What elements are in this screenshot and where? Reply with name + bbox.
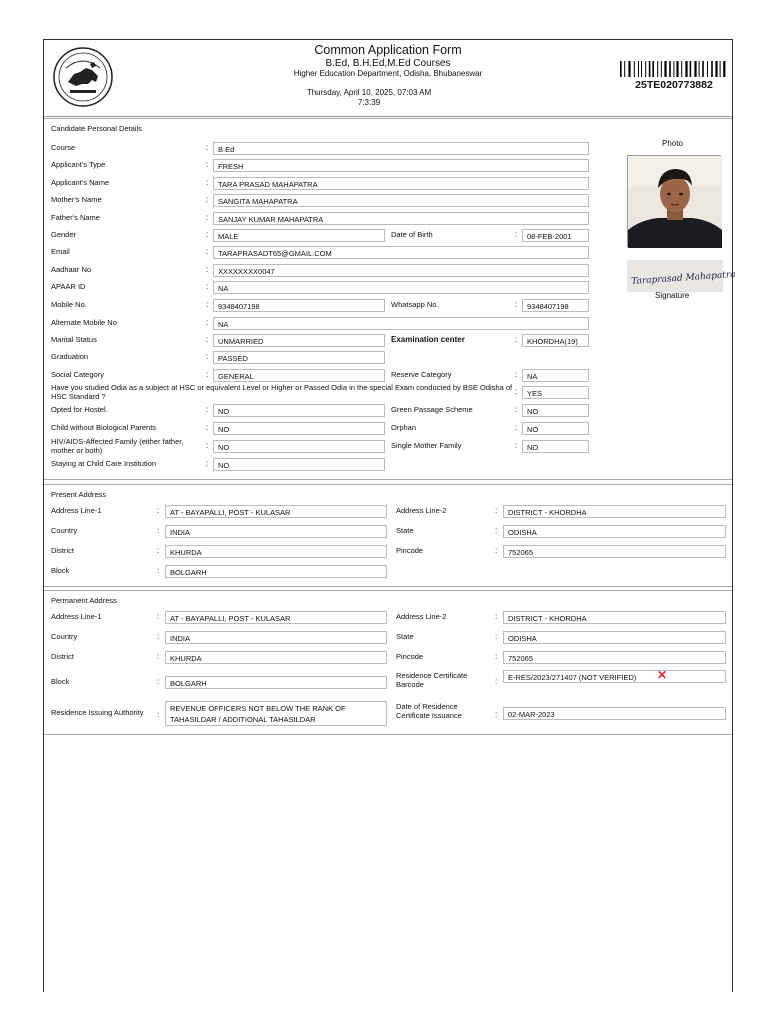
block-value: BOLGARH xyxy=(165,565,387,578)
issue-date-label: Date of Residence Certificate Issuance xyxy=(396,702,462,720)
residence-certificate-label: Residence Certificate Barcode xyxy=(396,671,468,689)
social-category-value: GENERAL xyxy=(213,369,385,382)
address-line2-value: DISTRICT - KHORDHA xyxy=(503,505,726,518)
colon: : xyxy=(157,612,160,621)
colon: : xyxy=(495,677,498,686)
colon: : xyxy=(206,423,209,432)
country-label: Country xyxy=(51,526,78,535)
colon: : xyxy=(495,506,498,515)
present-address-section xyxy=(44,484,732,587)
hiv-family-label: HIV/AIDS-Affected Family (either father, mother or both) xyxy=(51,437,184,455)
section-title: Permanent Address xyxy=(51,596,117,605)
child-care-value: NO xyxy=(213,458,385,471)
colon: : xyxy=(206,318,209,327)
marital-value: UNMARRIED xyxy=(213,334,385,347)
block-label: Block xyxy=(51,677,70,686)
not-verified-icon: ✕ xyxy=(657,668,668,682)
colon: : xyxy=(495,526,498,535)
state-label: State xyxy=(396,526,414,535)
block-value: BOLGARH xyxy=(165,676,387,689)
graduation-value: PASSED xyxy=(213,351,385,364)
mobile-value: 9348407198 xyxy=(213,299,385,312)
colon: : xyxy=(515,441,518,450)
address-line1-value: AT - BAYAPALLI, POST - KULASAR xyxy=(165,505,387,518)
pincode-value: 752065 xyxy=(503,545,726,558)
odia-study-label: Have you studied Odia as a subject at HSC or equivalent Level or Higher or Passed Odia in the special Exam conducted by BSE Odisha of HSC Standard ? xyxy=(51,383,513,401)
odia-study-value: YES xyxy=(522,386,589,399)
single-mother-value: NO xyxy=(522,440,589,453)
signature-label: Signature xyxy=(655,291,690,300)
section-title: Candidate Personal Details xyxy=(51,124,142,133)
colon: : xyxy=(157,632,160,641)
application-barcode xyxy=(620,61,728,77)
address-line2-value: DISTRICT - KHORDHA xyxy=(503,611,726,624)
district-value: KHURDA xyxy=(165,545,387,558)
photo-label: Photo xyxy=(662,139,683,148)
address-line2-label: Address Line-2 xyxy=(396,506,447,515)
print-datetime: Thursday, April 10, 2025, 07:03 AM xyxy=(306,88,432,97)
district-label: District xyxy=(51,546,74,555)
block-label: Block xyxy=(51,566,70,575)
colon: : xyxy=(515,230,518,239)
aadhaar-value: XXXXXXXX0047 xyxy=(213,264,589,277)
father-name-value: SANJAY KUMAR MAHAPATRA xyxy=(213,212,589,225)
reserve-category-value: NA xyxy=(522,369,589,382)
pincode-value: 752065 xyxy=(503,651,726,664)
colon: : xyxy=(206,230,209,239)
child-without-parents-value: NO xyxy=(213,422,385,435)
colon: : xyxy=(157,506,160,515)
colon: : xyxy=(206,178,209,187)
country-label: Country xyxy=(51,632,78,641)
signature-text: Taraprasad Mahapatra xyxy=(630,269,736,288)
colon: : xyxy=(515,300,518,309)
issue-date-value: 02-MAR-2023 xyxy=(503,707,726,720)
colon: : xyxy=(206,247,209,256)
dob-label: Date of Birth xyxy=(391,230,433,239)
whatsapp-value: 9348407198 xyxy=(522,299,589,312)
apaar-label: APAAR ID xyxy=(51,282,86,291)
colon: : xyxy=(206,265,209,274)
course-label: Course xyxy=(51,143,76,152)
colon: : xyxy=(206,459,209,468)
state-value: ODISHA xyxy=(503,525,726,538)
colon: : xyxy=(157,546,160,555)
exam-center-value: KHORDHA(19) xyxy=(522,334,589,347)
course-value: B.Ed xyxy=(213,142,589,155)
email-value: TARAPRASADT65@GMAIL.COM xyxy=(213,246,589,259)
colon: : xyxy=(157,677,160,686)
candidate-photo xyxy=(627,155,721,247)
candidate-signature xyxy=(627,260,736,292)
district-value: KHURDA xyxy=(165,651,387,664)
child-care-label: Staying at Child Care Institution xyxy=(51,459,157,468)
colon: : xyxy=(206,282,209,291)
father-name-label: Father's Name xyxy=(51,213,100,222)
issuing-authority-label: Residence Issuing Authority xyxy=(51,708,144,717)
colon: : xyxy=(206,300,209,309)
aadhaar-label: Aadhaar No xyxy=(51,265,92,274)
hostel-label: Opted for Hostel. xyxy=(51,405,108,414)
whatsapp-label: Whatsapp No. xyxy=(391,300,439,309)
colon: : xyxy=(515,387,518,396)
applicant-name-label: Applicant's Name xyxy=(51,178,110,187)
pincode-label: Pincode xyxy=(396,546,424,555)
applicant-name-value: TARA PRASAD MAHAPATRA xyxy=(213,177,589,190)
green-passage-value: NO xyxy=(522,404,589,417)
social-category-label: Social Category xyxy=(51,370,104,379)
email-label: Email xyxy=(51,247,70,256)
form-title: Common Application Form xyxy=(314,43,462,57)
form-subtitle: B.Ed, B.H.Ed,M.Ed Courses xyxy=(325,58,451,69)
permanent-address-section xyxy=(44,590,732,735)
colon: : xyxy=(495,546,498,555)
address-line1-value: AT - BAYAPALLI, POST - KULASAR xyxy=(165,611,387,624)
pincode-label: Pincode xyxy=(396,652,424,661)
address-line1-label: Address Line-1 xyxy=(51,506,102,515)
apaar-value: NA xyxy=(213,281,589,294)
address-line2-label: Address Line-2 xyxy=(396,612,447,621)
alt-mobile-label: Alternate Mobile No xyxy=(51,318,117,327)
colon: : xyxy=(157,652,160,661)
colon: : xyxy=(515,405,518,414)
colon: : xyxy=(206,352,209,361)
gender-value: MALE xyxy=(213,229,385,242)
colon: : xyxy=(157,566,160,575)
colon: : xyxy=(495,632,498,641)
state-value: ODISHA xyxy=(503,631,726,644)
colon: : xyxy=(157,526,160,535)
colon: : xyxy=(515,370,518,379)
dob-value: 08-FEB-2001 xyxy=(522,229,589,242)
orphan-value: NO xyxy=(522,422,589,435)
colon: : xyxy=(515,335,518,344)
hostel-value: NO xyxy=(213,404,385,417)
residence-certificate-value: E-RES/2023/271407 (NOT VERIFIED) xyxy=(503,670,726,683)
colon: : xyxy=(157,710,160,719)
colon: : xyxy=(206,160,209,169)
colon: : xyxy=(495,652,498,661)
section-title: Present Address xyxy=(51,490,107,499)
orphan-label: Orphan xyxy=(391,423,417,432)
reserve-category-label: Reserve Category xyxy=(391,370,452,379)
state-label: State xyxy=(396,632,414,641)
colon: : xyxy=(206,143,209,152)
colon: : xyxy=(515,423,518,432)
applicant-type-value: FRESH xyxy=(213,159,589,172)
district-label: District xyxy=(51,652,74,661)
alt-mobile-value: NA xyxy=(213,317,589,330)
application-form-page xyxy=(43,39,736,992)
address-line1-label: Address Line-1 xyxy=(51,612,102,621)
colon: : xyxy=(206,195,209,204)
issuing-authority-value: REVENUE OFFICERS NOT BELOW THE RANK OF TAHASILDAR / ADDITIONAL TAHASILDAR xyxy=(165,701,387,726)
gender-label: Gender xyxy=(51,230,77,239)
personal-details-section xyxy=(44,118,736,480)
applicant-type-label: Applicant's Type xyxy=(51,160,106,169)
colon: : xyxy=(206,370,209,379)
child-without-parents-label: Child without Biological Parents xyxy=(51,423,157,432)
single-mother-label: Single Mother Family xyxy=(391,441,462,450)
green-passage-label: Green Passage Scheme xyxy=(391,405,473,414)
colon: : xyxy=(206,335,209,344)
department-name: Higher Education Department, Odisha, Bhubaneswar xyxy=(293,69,483,78)
colon: : xyxy=(495,612,498,621)
colon: : xyxy=(206,405,209,414)
print-time: 7:3:39 xyxy=(357,98,381,107)
country-value: INDIA xyxy=(165,525,387,538)
marital-label: Marital Status xyxy=(51,335,97,344)
mobile-label: Mobile No. xyxy=(51,300,87,309)
colon: : xyxy=(495,710,498,719)
application-number: 25TE020773882 xyxy=(635,79,713,91)
country-value: INDIA xyxy=(165,631,387,644)
colon: : xyxy=(206,213,209,222)
mother-name-value: SANGITA MAHAPATRA xyxy=(213,194,589,207)
hiv-family-value: NO xyxy=(213,440,385,453)
colon: : xyxy=(206,441,209,450)
form-header xyxy=(44,40,732,117)
exam-center-label: Examination center xyxy=(391,335,465,344)
graduation-label: Graduation xyxy=(51,352,89,361)
mother-name-label: Mother's Name xyxy=(51,195,102,204)
